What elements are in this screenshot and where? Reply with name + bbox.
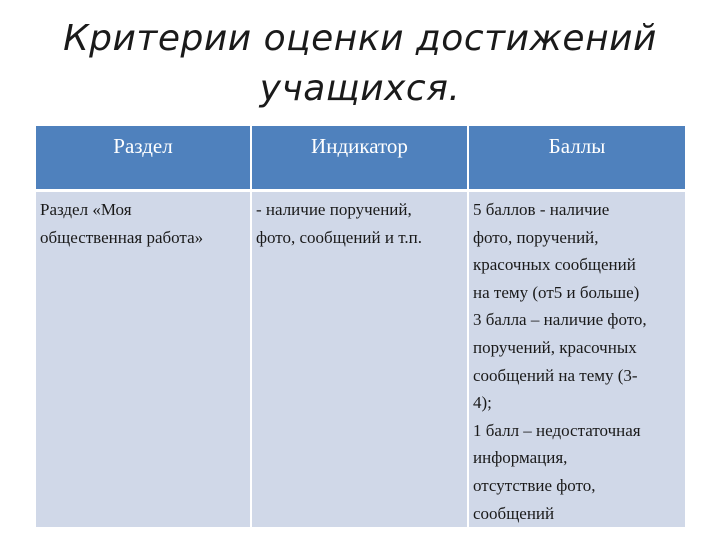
- cell-line: поручений, красочных: [473, 337, 637, 357]
- slide-title-line: учащихся.: [259, 68, 461, 109]
- cell-line: сообщений на тему (3-: [473, 365, 638, 385]
- cell-score: [468, 191, 685, 528]
- cell-indicator: [251, 191, 468, 528]
- cell-section: [36, 191, 251, 528]
- cell-line: 1 балл – недостаточная: [473, 420, 641, 440]
- cell-line: сообщений: [473, 503, 555, 523]
- header-score: Баллы: [468, 126, 685, 191]
- cell-line: красочных сообщений: [473, 255, 636, 275]
- cell-line: отсутствие фото,: [473, 475, 596, 495]
- cell-line: информация,: [473, 448, 568, 468]
- cell-line: фото, поручений,: [473, 227, 599, 247]
- slide-title-line: Критерии оценки достижений: [63, 18, 657, 59]
- header-indicator: Индикатор: [251, 126, 468, 191]
- cell-line: общественная работа»: [40, 227, 204, 247]
- header-section: Раздел: [36, 126, 251, 191]
- cell-line: фото, сообщений и т.п.: [256, 227, 422, 247]
- cell-line: 4);: [473, 393, 492, 413]
- cell-line: 3 балла – наличие фото,: [473, 310, 647, 330]
- cell-line: - наличие поручений,: [256, 200, 412, 219]
- table-row: [36, 191, 685, 528]
- criteria-table: [36, 126, 685, 527]
- cell-line: 5 баллов - наличие: [473, 200, 610, 219]
- slide-title: [0, 14, 720, 114]
- table-header-row: [36, 126, 685, 191]
- cell-line: Раздел «Моя: [40, 200, 132, 219]
- cell-line: на тему (от5 и больше): [473, 282, 640, 302]
